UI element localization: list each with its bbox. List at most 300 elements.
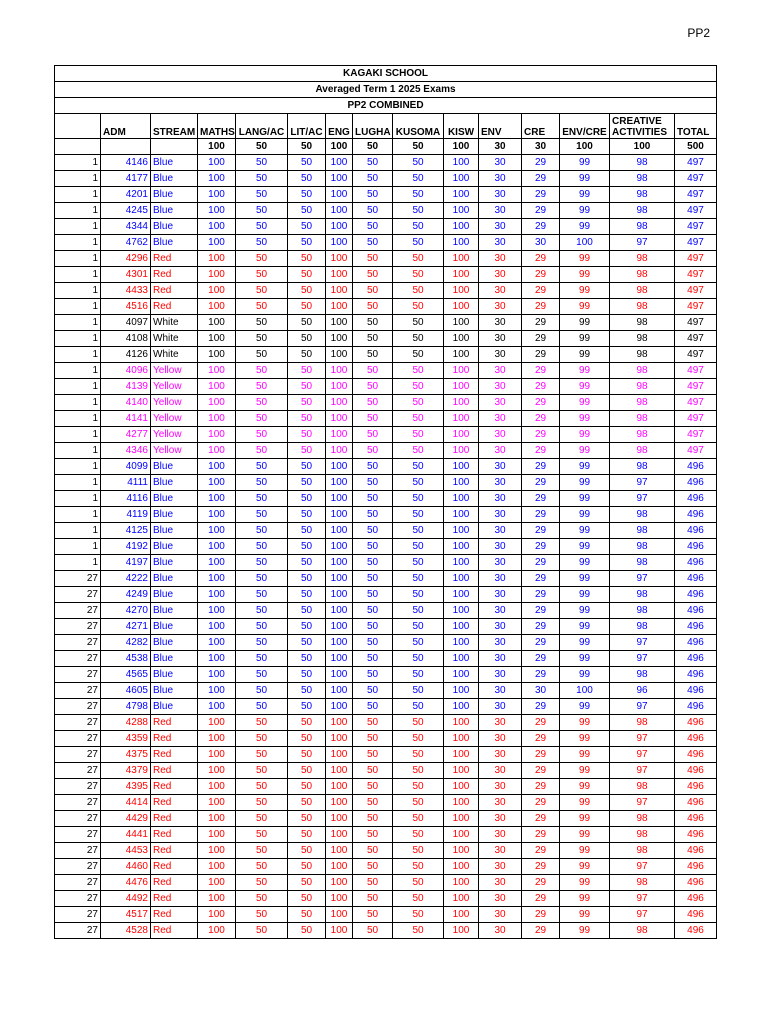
mark-cell: 100 (326, 827, 353, 843)
mark-cell: 100 (198, 363, 236, 379)
mark-cell: 99 (560, 923, 610, 939)
mark-cell: 100 (326, 283, 353, 299)
mark-cell: 29 (522, 411, 560, 427)
stream-cell: Red (151, 859, 198, 875)
mark-cell: 98 (610, 507, 675, 523)
mark-cell: 50 (353, 347, 393, 363)
mark-cell: 50 (393, 331, 444, 347)
mark-cell: 50 (288, 171, 326, 187)
mark-cell: 30 (479, 443, 522, 459)
mark-cell: 100 (198, 251, 236, 267)
mark-cell: 50 (288, 731, 326, 747)
stream-cell: Blue (151, 523, 198, 539)
stream-cell: Blue (151, 571, 198, 587)
mark-cell: 99 (560, 459, 610, 475)
stream-cell: Blue (151, 203, 198, 219)
mark-cell: 50 (236, 155, 288, 171)
rank-cell: 1 (55, 459, 101, 475)
mark-cell: 50 (288, 619, 326, 635)
rank-cell: 27 (55, 699, 101, 715)
mark-cell: 50 (353, 219, 393, 235)
rank-cell: 1 (55, 555, 101, 571)
mark-cell: 496 (675, 907, 717, 923)
stream-cell: White (151, 331, 198, 347)
mark-cell: 50 (393, 171, 444, 187)
mark-cell: 50 (393, 715, 444, 731)
mark-cell: 30 (479, 699, 522, 715)
mark-cell: 100 (326, 859, 353, 875)
rank-cell: 27 (55, 891, 101, 907)
mark-cell: 496 (675, 667, 717, 683)
mark-cell: 50 (393, 491, 444, 507)
rank-cell: 27 (55, 667, 101, 683)
stream-cell: Yellow (151, 443, 198, 459)
mark-cell: 100 (326, 779, 353, 795)
mark-cell: 100 (198, 491, 236, 507)
rank-cell: 1 (55, 443, 101, 459)
rank-cell: 1 (55, 219, 101, 235)
mark-cell: 30 (479, 507, 522, 523)
max-mark-cell: 30 (522, 139, 560, 155)
mark-cell: 30 (479, 827, 522, 843)
mark-cell: 100 (444, 235, 479, 251)
mark-cell: 30 (479, 379, 522, 395)
mark-cell: 50 (236, 907, 288, 923)
mark-cell: 100 (326, 875, 353, 891)
mark-cell: 100 (326, 763, 353, 779)
mark-cell: 50 (393, 651, 444, 667)
mark-cell: 50 (393, 603, 444, 619)
mark-cell: 100 (198, 411, 236, 427)
stream-cell: Yellow (151, 411, 198, 427)
mark-cell: 29 (522, 315, 560, 331)
mark-cell: 100 (444, 891, 479, 907)
mark-cell: 30 (479, 875, 522, 891)
mark-cell: 100 (326, 459, 353, 475)
mark-cell: 99 (560, 747, 610, 763)
stream-cell: Red (151, 283, 198, 299)
mark-cell: 50 (393, 475, 444, 491)
mark-cell: 99 (560, 203, 610, 219)
rank-cell: 1 (55, 315, 101, 331)
mark-cell: 50 (288, 155, 326, 171)
adm-cell: 4359 (101, 731, 151, 747)
mark-cell: 50 (236, 859, 288, 875)
mark-cell: 100 (198, 267, 236, 283)
table-row (55, 459, 717, 475)
stream-cell: Red (151, 827, 198, 843)
mark-cell: 98 (610, 155, 675, 171)
mark-cell: 50 (353, 315, 393, 331)
rank-cell: 27 (55, 827, 101, 843)
mark-cell: 97 (610, 747, 675, 763)
mark-cell: 497 (675, 427, 717, 443)
mark-cell: 50 (236, 443, 288, 459)
mark-cell: 496 (675, 651, 717, 667)
mark-cell: 100 (326, 155, 353, 171)
mark-cell: 50 (236, 411, 288, 427)
mark-cell: 496 (675, 731, 717, 747)
mark-cell: 50 (236, 331, 288, 347)
exam-title: Averaged Term 1 2025 Exams (55, 82, 717, 98)
mark-cell: 497 (675, 283, 717, 299)
mark-cell: 29 (522, 795, 560, 811)
stream-cell: Red (151, 891, 198, 907)
adm-cell: 4296 (101, 251, 151, 267)
mark-cell: 29 (522, 459, 560, 475)
mark-cell: 30 (522, 235, 560, 251)
mark-cell: 50 (393, 907, 444, 923)
mark-cell: 97 (610, 571, 675, 587)
adm-cell: 4245 (101, 203, 151, 219)
mark-cell: 29 (522, 395, 560, 411)
mark-cell: 100 (326, 555, 353, 571)
mark-cell: 29 (522, 363, 560, 379)
table-row (55, 923, 717, 939)
mark-cell: 50 (236, 523, 288, 539)
mark-cell: 50 (353, 779, 393, 795)
mark-cell: 100 (198, 811, 236, 827)
mark-cell: 496 (675, 619, 717, 635)
mark-cell: 99 (560, 859, 610, 875)
mark-cell: 99 (560, 539, 610, 555)
header-maths: MATHS (198, 114, 236, 139)
adm-cell: 4097 (101, 315, 151, 331)
mark-cell: 50 (353, 267, 393, 283)
mark-cell: 99 (560, 731, 610, 747)
mark-cell: 100 (326, 539, 353, 555)
mark-cell: 496 (675, 715, 717, 731)
mark-cell: 29 (522, 619, 560, 635)
mark-cell: 99 (560, 171, 610, 187)
adm-cell: 4177 (101, 171, 151, 187)
adm-cell: 4271 (101, 619, 151, 635)
rank-cell: 1 (55, 363, 101, 379)
mark-cell: 100 (326, 923, 353, 939)
mark-cell: 97 (610, 235, 675, 251)
mark-cell: 99 (560, 491, 610, 507)
mark-cell: 50 (353, 667, 393, 683)
table-row (55, 667, 717, 683)
mark-cell: 50 (288, 587, 326, 603)
table-row (55, 715, 717, 731)
stream-cell: Blue (151, 587, 198, 603)
stream-cell: Red (151, 907, 198, 923)
mark-cell: 99 (560, 315, 610, 331)
table-row (55, 187, 717, 203)
mark-cell: 100 (326, 235, 353, 251)
mark-cell: 50 (353, 683, 393, 699)
adm-cell: 4453 (101, 843, 151, 859)
mark-cell: 50 (236, 491, 288, 507)
table-row (55, 619, 717, 635)
mark-cell: 29 (522, 827, 560, 843)
mark-cell: 30 (479, 475, 522, 491)
mark-cell: 100 (326, 491, 353, 507)
mark-cell: 99 (560, 875, 610, 891)
mark-cell: 100 (444, 795, 479, 811)
mark-cell: 50 (393, 699, 444, 715)
adm-cell: 4119 (101, 507, 151, 523)
mark-cell: 496 (675, 587, 717, 603)
mark-cell: 50 (393, 379, 444, 395)
table-row (55, 475, 717, 491)
max-mark-cell: 100 (198, 139, 236, 155)
mark-cell: 98 (610, 555, 675, 571)
mark-cell: 30 (479, 523, 522, 539)
mark-cell: 100 (326, 907, 353, 923)
mark-cell: 100 (444, 619, 479, 635)
mark-cell: 50 (236, 283, 288, 299)
mark-cell: 30 (479, 843, 522, 859)
mark-cell: 50 (288, 283, 326, 299)
stream-cell: Blue (151, 491, 198, 507)
max-mark-cell: 100 (560, 139, 610, 155)
mark-cell: 100 (326, 603, 353, 619)
mark-cell: 100 (326, 667, 353, 683)
mark-cell: 50 (353, 571, 393, 587)
mark-cell: 99 (560, 187, 610, 203)
adm-cell: 4126 (101, 347, 151, 363)
max-mark-cell: 50 (236, 139, 288, 155)
mark-cell: 100 (326, 811, 353, 827)
mark-cell: 97 (610, 475, 675, 491)
mark-cell: 50 (393, 523, 444, 539)
mark-cell: 100 (198, 891, 236, 907)
mark-cell: 99 (560, 475, 610, 491)
mark-cell: 50 (288, 875, 326, 891)
rank-cell: 27 (55, 843, 101, 859)
mark-cell: 496 (675, 891, 717, 907)
adm-cell: 4565 (101, 667, 151, 683)
table-row (55, 875, 717, 891)
stream-cell: Blue (151, 475, 198, 491)
mark-cell: 30 (479, 331, 522, 347)
mark-cell: 99 (560, 635, 610, 651)
table-row (55, 491, 717, 507)
mark-cell: 100 (198, 331, 236, 347)
mark-cell: 99 (560, 907, 610, 923)
mark-cell: 50 (288, 411, 326, 427)
mark-cell: 50 (288, 763, 326, 779)
mark-cell: 100 (198, 667, 236, 683)
mark-cell: 97 (610, 891, 675, 907)
mark-cell: 30 (479, 219, 522, 235)
mark-cell: 100 (444, 347, 479, 363)
mark-cell: 100 (198, 715, 236, 731)
mark-cell: 100 (198, 875, 236, 891)
mark-cell: 100 (326, 699, 353, 715)
mark-cell: 50 (353, 923, 393, 939)
table-row (55, 523, 717, 539)
mark-cell: 50 (288, 907, 326, 923)
mark-cell: 50 (393, 235, 444, 251)
mark-cell: 50 (288, 779, 326, 795)
mark-cell: 100 (326, 219, 353, 235)
mark-cell: 50 (236, 891, 288, 907)
mark-cell: 29 (522, 715, 560, 731)
mark-cell: 497 (675, 235, 717, 251)
max-mark-cell: 50 (288, 139, 326, 155)
mark-cell: 29 (522, 667, 560, 683)
stream-cell: Yellow (151, 379, 198, 395)
adm-cell: 4429 (101, 811, 151, 827)
mark-cell: 96 (610, 683, 675, 699)
mark-cell: 100 (444, 699, 479, 715)
adm-cell: 4528 (101, 923, 151, 939)
mark-cell: 30 (479, 571, 522, 587)
adm-cell: 4476 (101, 875, 151, 891)
mark-cell: 100 (444, 747, 479, 763)
header-row (55, 114, 717, 139)
max-mark-cell: 50 (393, 139, 444, 155)
mark-cell: 98 (610, 539, 675, 555)
stream-cell: Red (151, 811, 198, 827)
mark-cell: 50 (288, 443, 326, 459)
mark-cell: 100 (198, 379, 236, 395)
mark-cell: 100 (198, 299, 236, 315)
mark-cell: 497 (675, 299, 717, 315)
table-row (55, 603, 717, 619)
mark-cell: 497 (675, 379, 717, 395)
mark-cell: 50 (236, 187, 288, 203)
class-title: PP2 COMBINED (55, 98, 717, 114)
stream-cell: Blue (151, 555, 198, 571)
adm-cell: 4222 (101, 571, 151, 587)
mark-cell: 50 (288, 795, 326, 811)
adm-cell: 4301 (101, 267, 151, 283)
mark-cell: 497 (675, 395, 717, 411)
mark-cell: 50 (353, 283, 393, 299)
adm-cell: 4141 (101, 411, 151, 427)
mark-cell: 50 (288, 603, 326, 619)
mark-cell: 30 (479, 859, 522, 875)
mark-cell: 100 (326, 891, 353, 907)
stream-cell: White (151, 347, 198, 363)
mark-cell: 100 (326, 715, 353, 731)
mark-cell: 50 (236, 667, 288, 683)
rank-cell: 27 (55, 779, 101, 795)
max-mark-cell: 30 (479, 139, 522, 155)
mark-cell: 50 (236, 363, 288, 379)
table-row (55, 779, 717, 795)
mark-cell: 29 (522, 219, 560, 235)
mark-cell: 50 (236, 507, 288, 523)
mark-cell: 97 (610, 907, 675, 923)
mark-cell: 29 (522, 171, 560, 187)
mark-cell: 99 (560, 891, 610, 907)
mark-cell: 30 (479, 315, 522, 331)
mark-cell: 50 (236, 219, 288, 235)
table-row (55, 267, 717, 283)
mark-cell: 100 (326, 347, 353, 363)
mark-cell: 97 (610, 635, 675, 651)
mark-cell: 30 (479, 667, 522, 683)
mark-cell: 30 (479, 731, 522, 747)
mark-cell: 50 (353, 747, 393, 763)
rank-cell: 1 (55, 251, 101, 267)
mark-cell: 29 (522, 779, 560, 795)
mark-cell: 100 (198, 187, 236, 203)
mark-cell: 29 (522, 571, 560, 587)
mark-cell: 100 (326, 411, 353, 427)
mark-cell: 50 (393, 219, 444, 235)
mark-cell: 50 (288, 315, 326, 331)
stream-cell: Blue (151, 635, 198, 651)
mark-cell: 50 (353, 507, 393, 523)
mark-cell: 50 (393, 411, 444, 427)
rank-cell: 1 (55, 491, 101, 507)
mark-cell: 496 (675, 843, 717, 859)
mark-cell: 99 (560, 331, 610, 347)
table-row (55, 859, 717, 875)
max-mark-cell (151, 139, 198, 155)
mark-cell: 50 (236, 379, 288, 395)
mark-cell: 50 (393, 251, 444, 267)
mark-cell: 50 (393, 843, 444, 859)
mark-cell: 50 (288, 683, 326, 699)
mark-cell: 50 (288, 859, 326, 875)
stream-cell: Blue (151, 619, 198, 635)
mark-cell: 50 (393, 283, 444, 299)
mark-cell: 50 (288, 891, 326, 907)
mark-cell: 100 (444, 763, 479, 779)
mark-cell: 97 (610, 699, 675, 715)
mark-cell: 496 (675, 539, 717, 555)
adm-cell: 4605 (101, 683, 151, 699)
mark-cell: 50 (393, 539, 444, 555)
mark-cell: 97 (610, 795, 675, 811)
mark-cell: 496 (675, 571, 717, 587)
mark-cell: 50 (353, 251, 393, 267)
mark-cell: 98 (610, 603, 675, 619)
mark-cell: 100 (326, 507, 353, 523)
rank-cell: 1 (55, 427, 101, 443)
mark-cell: 98 (610, 619, 675, 635)
mark-cell: 496 (675, 603, 717, 619)
mark-cell: 50 (288, 539, 326, 555)
mark-cell: 99 (560, 571, 610, 587)
mark-cell: 100 (444, 555, 479, 571)
adm-cell: 4344 (101, 219, 151, 235)
mark-cell: 99 (560, 443, 610, 459)
adm-cell: 4414 (101, 795, 151, 811)
mark-cell: 50 (353, 379, 393, 395)
mark-cell: 50 (288, 523, 326, 539)
mark-cell: 100 (444, 459, 479, 475)
stream-cell: Yellow (151, 363, 198, 379)
table-row (55, 347, 717, 363)
max-mark-cell: 100 (444, 139, 479, 155)
mark-cell: 98 (610, 283, 675, 299)
mark-cell: 30 (479, 555, 522, 571)
mark-cell: 100 (444, 827, 479, 843)
mark-cell: 496 (675, 507, 717, 523)
mark-cell: 100 (326, 187, 353, 203)
mark-cell: 98 (610, 347, 675, 363)
mark-cell: 50 (353, 827, 393, 843)
mark-cell: 50 (393, 859, 444, 875)
mark-cell: 50 (288, 811, 326, 827)
mark-cell: 100 (444, 715, 479, 731)
mark-cell: 29 (522, 747, 560, 763)
stream-cell: Red (151, 299, 198, 315)
mark-cell: 30 (479, 587, 522, 603)
mark-cell: 496 (675, 875, 717, 891)
stream-cell: Red (151, 779, 198, 795)
header-lugha: LUGHA (353, 114, 393, 139)
mark-cell: 100 (444, 811, 479, 827)
